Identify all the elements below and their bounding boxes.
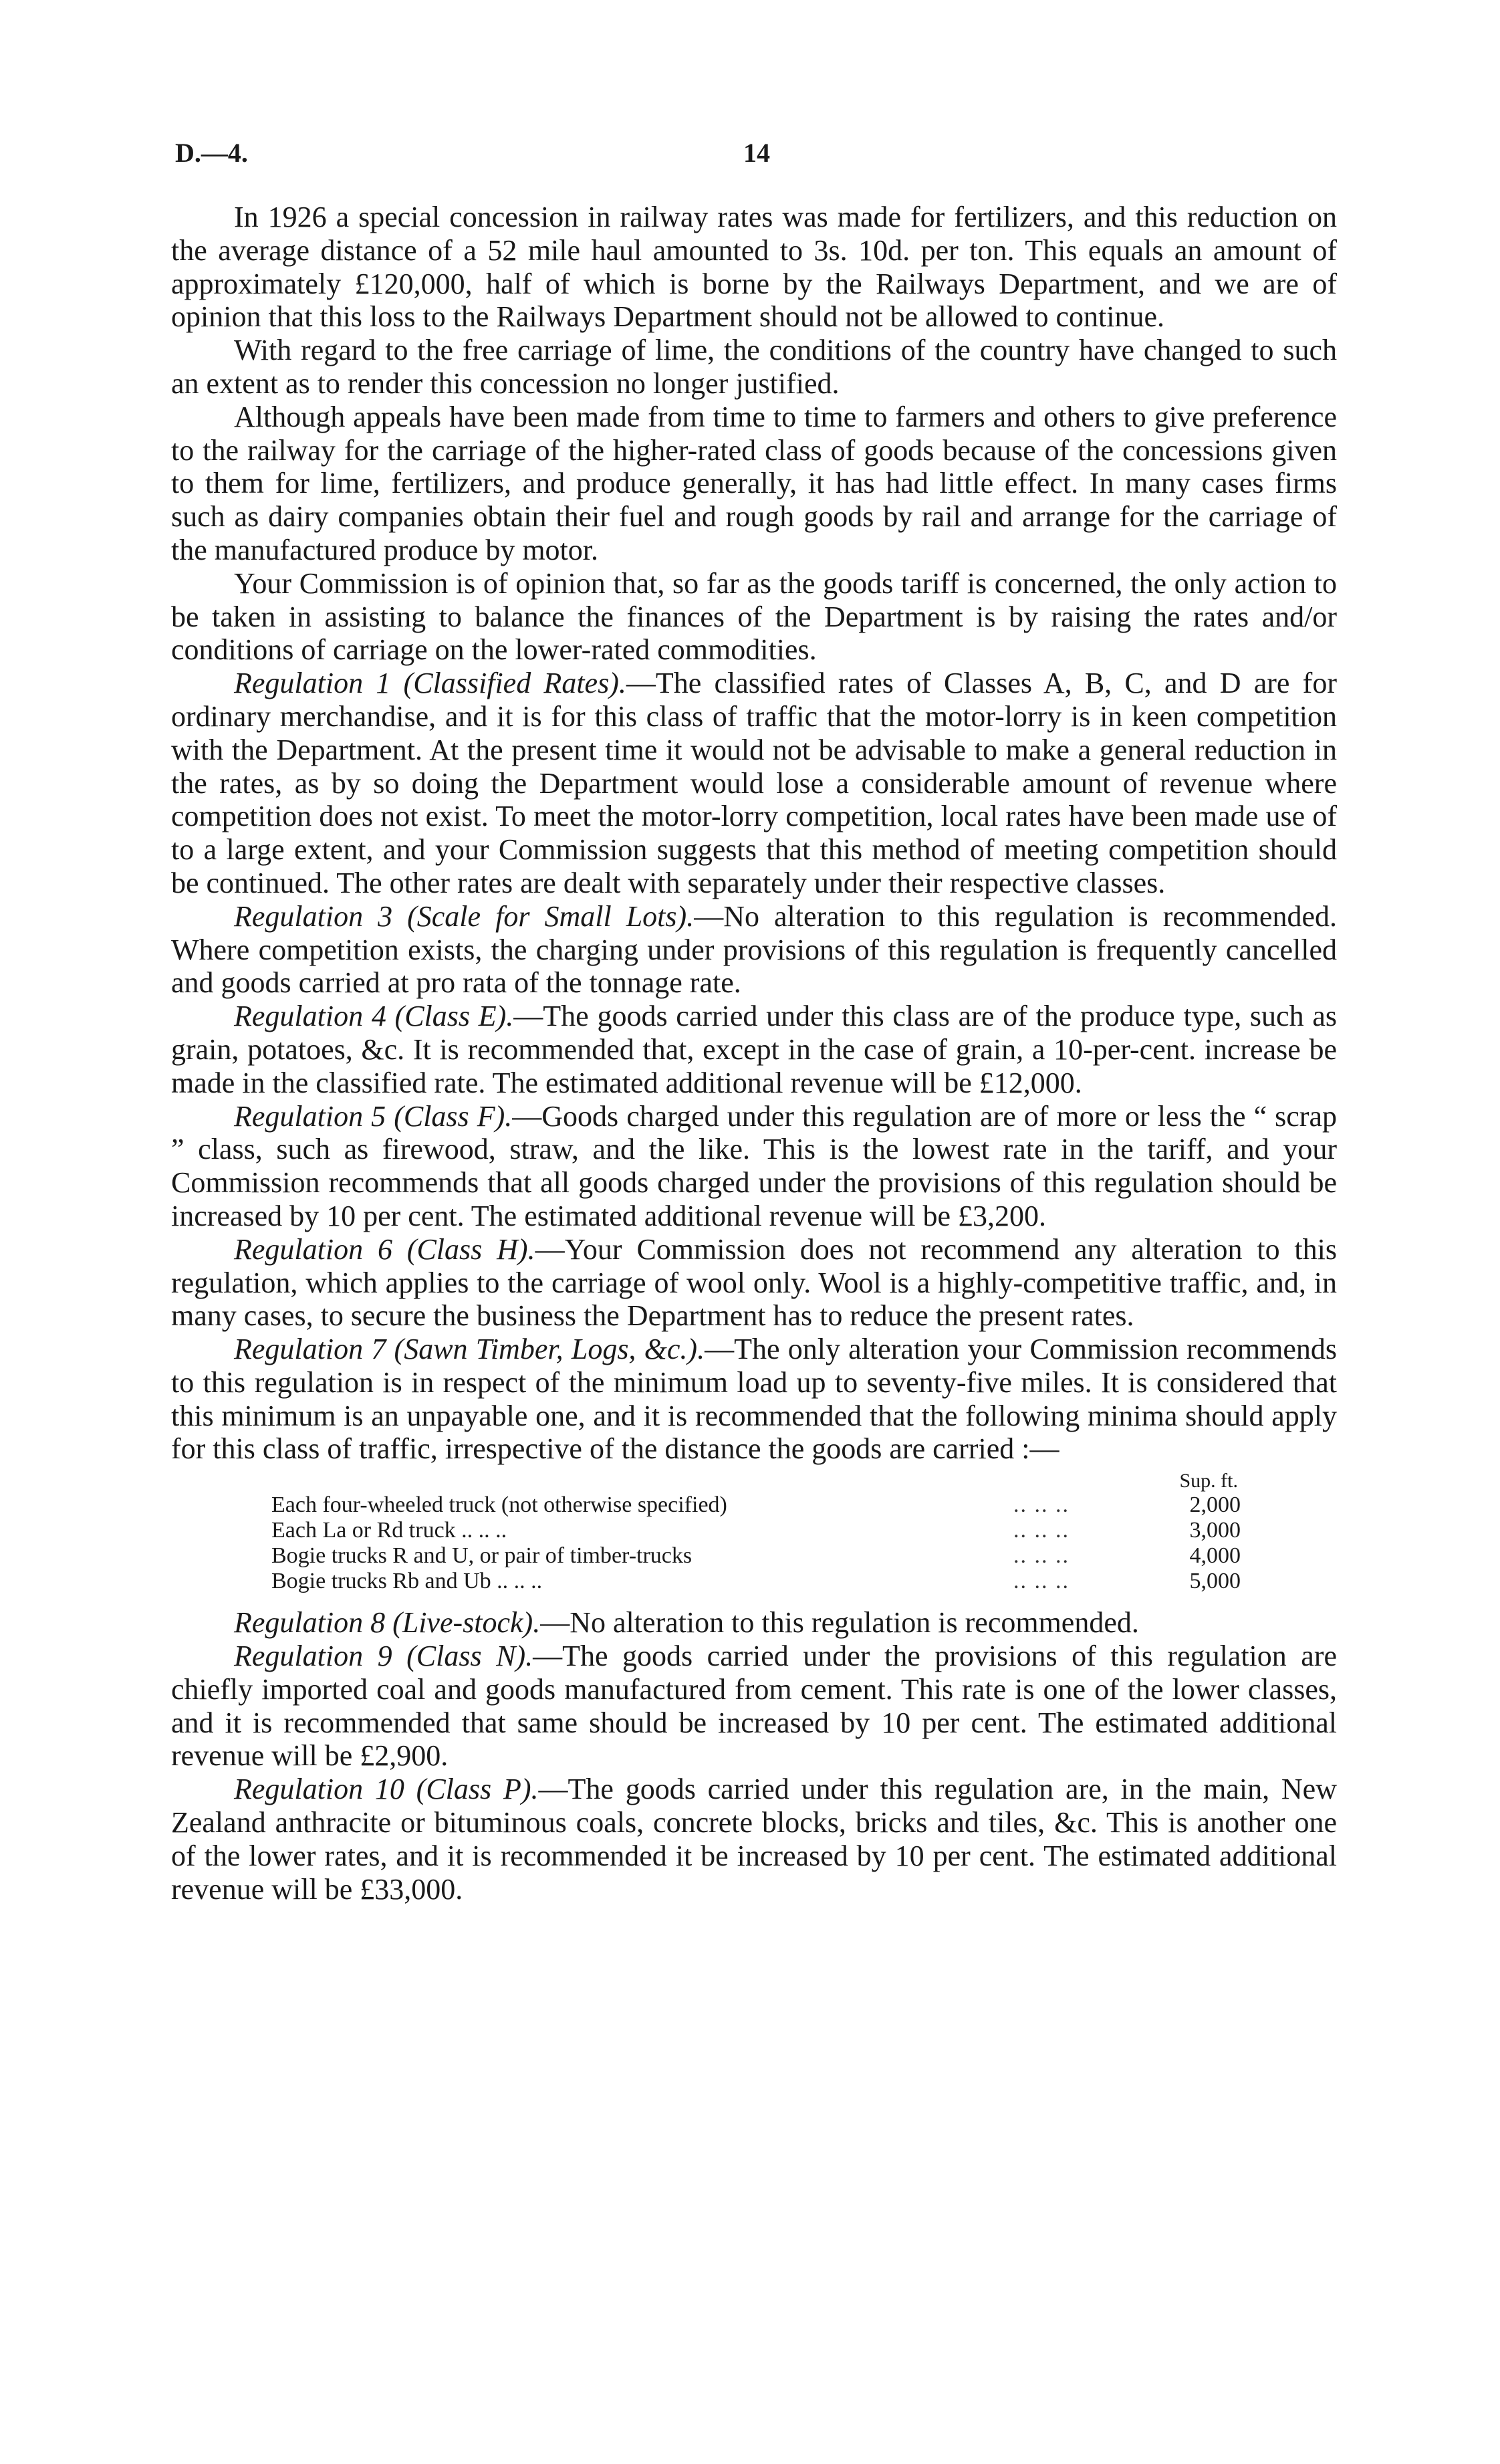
minima-table <box>171 1470 1337 1594</box>
paragraph <box>171 1773 1337 1906</box>
paragraph-heading: Regulation 4 (Class E). <box>234 1000 514 1033</box>
paragraph-heading: Regulation 1 (Classified Rates). <box>234 667 626 700</box>
table-row <box>271 1518 1241 1543</box>
paragraph <box>171 1100 1337 1233</box>
document-body <box>171 201 1337 1906</box>
paragraph-text: —No alteration to this regulation is recommended. Where competition exists, the charging under provisions of this regulation is frequently cancelled and goods carried at pro rata of the tonnage rate. <box>171 899 1337 1000</box>
minimum-load: 5,000 <box>1189 1569 1241 1594</box>
paragraph-heading: Regulation 6 (Class H). <box>234 1232 535 1266</box>
paragraph-text: —Goods charged under this regulation are of more or less the “ scrap ” class, such as firewood, straw, and the like. This is the lowest rate in the tariff, and your Commission recommends that all goods charged under the provisions of this regulation should be increased by 10 per cent. The estimated additional revenue will be £3,200. <box>171 1099 1337 1232</box>
paragraph <box>171 334 1337 401</box>
page-number: 14 <box>743 138 770 168</box>
paragraph-heading: Regulation 8 (Live-stock). <box>234 1606 541 1640</box>
paragraph <box>171 567 1337 667</box>
minima-rows <box>271 1492 1241 1594</box>
table-row <box>271 1492 1241 1518</box>
paragraph <box>171 401 1337 567</box>
paragraph <box>171 1000 1337 1099</box>
page-header <box>175 137 1338 177</box>
paragraph <box>171 1233 1337 1333</box>
document-reference: D.—4. <box>175 138 248 168</box>
paragraph <box>171 900 1337 1000</box>
truck-type: Each La or Rd truck .. .. .. <box>271 1518 507 1543</box>
paragraph-text: Your Commission is of opinion that, so far as the goods tariff is concerned, the only action to be taken in assisting to balance the finances of the Department is by raising the rates and/or conditions of carriage on the lower-rated commodities. <box>171 566 1337 667</box>
paragraph-text: In 1926 a special concession in railway rates was made for fertilizers, and this reduction on the average distance of a 52 mile haul amounted to 3s. 10d. per ton. This equals an amount of approximately £120,000, half of which is borne by the Railways Department, and we are of opinion that this loss to the Railways Department should not be allowed to continue. <box>171 201 1337 334</box>
paragraph-heading: Regulation 5 (Class F). <box>234 1099 513 1133</box>
unit-header: Sup. ft. <box>1179 1470 1238 1492</box>
paragraph <box>171 1640 1337 1773</box>
table-row <box>271 1543 1241 1569</box>
paragraph-text: —The goods carried under this regulation are, in the main, New Zealand anthracite or bituminous coals, concrete blocks, bricks and tiles, &c. This is another one of the lower rates, and it is recommended it be increased by 10 per cent. The estimated additional revenue will be £33,000. <box>171 1773 1337 1906</box>
paragraph-text: —The only alteration your Commission recommends to this regulation is in respect of the minimum load up to seventy-five miles. It is considered that this minimum is an unpayable one, and it is recommended that the following minima should apply for this class of traffic, irrespective of the distance the goods are carried :— <box>171 1333 1337 1466</box>
truck-type: Bogie trucks Rb and Ub .. .. .. <box>271 1569 543 1594</box>
paragraph-text: —Your Commission does not recommend any alteration to this regulation, which applies to the carriage of wool only. Wool is a highly-competitive traffic, and, in many cases, to secure the business the Department has to reduce the present rates. <box>171 1232 1337 1333</box>
leader-dots: .. .. .. <box>1013 1569 1070 1594</box>
leader-dots: .. .. .. <box>1013 1492 1070 1518</box>
paragraph-text: Although appeals have been made from time to time to farmers and others to give preference to the railway for the carriage of the higher-rated class of goods because of the concessions given to them for lime, fertilizers, and produce generally, it has had little effect. In many cases firms such as dairy companies obtain their fuel and rough goods by rail and arrange for the carriage of the manufactured produce by motor. <box>171 400 1337 566</box>
paragraph-heading: Regulation 9 (Class N). <box>234 1640 533 1673</box>
paragraph-text: With regard to the free carriage of lime, the conditions of the country have changed to such an extent as to render this concession no longer justified. <box>171 334 1337 400</box>
paragraph <box>171 201 1337 334</box>
leader-dots: .. .. .. <box>1013 1518 1070 1543</box>
paragraph-text: —The goods carried under this class are of the produce type, such as grain, potatoes, &c. It is recommended that, except in the case of grain, a 10-per-cent. increase be made in the classified rate. The estimated additional revenue will be £12,000. <box>171 1000 1337 1099</box>
paragraph-text: —No alteration to this regulation is recommended. <box>540 1606 1139 1640</box>
minimum-load: 4,000 <box>1189 1543 1241 1569</box>
leader-dots: .. .. .. <box>1013 1543 1070 1569</box>
table-row <box>271 1569 1241 1594</box>
minimum-load: 3,000 <box>1189 1518 1241 1543</box>
paragraph-heading: Regulation 10 (Class P). <box>234 1773 539 1806</box>
truck-type: Bogie trucks R and U, or pair of timber-trucks <box>271 1543 693 1569</box>
paragraph-heading: Regulation 3 (Scale for Small Lots). <box>234 899 695 933</box>
paragraph-heading: Regulation 7 (Sawn Timber, Logs, &c.). <box>234 1333 705 1366</box>
paragraph-text: —The goods carried under the provisions of this regulation are chiefly imported coal and goods manufactured from cement. This rate is one of the lower classes, and it is recommended that same should be increased by 10 per cent. The estimated additional revenue will be £2,900. <box>171 1640 1337 1773</box>
paragraph <box>171 1606 1337 1640</box>
paragraph <box>171 667 1337 900</box>
minimum-load: 2,000 <box>1189 1492 1241 1518</box>
paragraph <box>171 1333 1337 1466</box>
truck-type: Each four-wheeled truck (not otherwise specified) <box>271 1492 727 1518</box>
paragraph-text: —The classified rates of Classes A, B, C, and D are for ordinary merchandise, and it is for this class of traffic that the motor-lorry is in keen competition with the Department. At the present time it would not be advisable to make a general reduction in the rates, as by so doing the Department would lose a considerable amount of revenue where competition does not exist. To meet the motor-lorry competition, local rates have been made use of to a large extent, and your Commission suggests that this method of meeting competition should be continued. The other rates are dealt with separately under their respective classes. <box>171 667 1337 899</box>
